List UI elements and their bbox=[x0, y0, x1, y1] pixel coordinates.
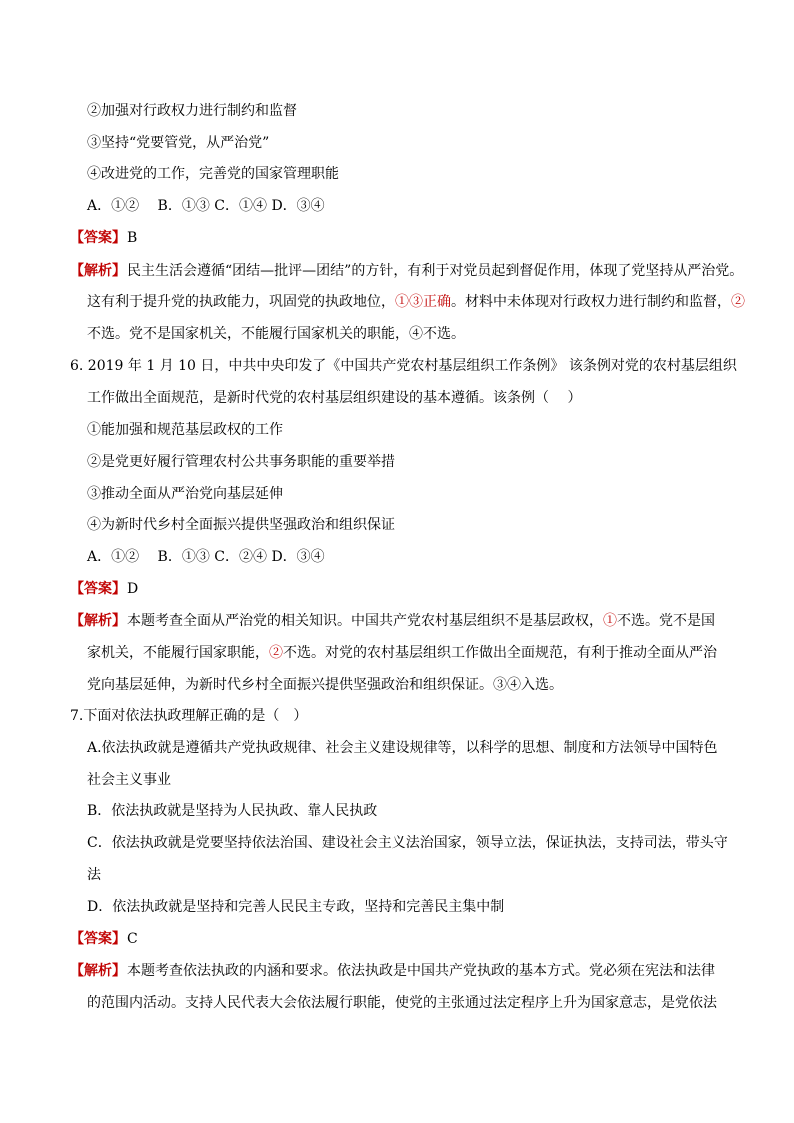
analysis-text: 不选。对党的农村基层组织工作做出全面规范，有利于推动全面从严治 bbox=[283, 645, 717, 661]
analysis-text: 这有利于提升党的执政能力，巩固党的执政地位， bbox=[87, 294, 395, 310]
q6-answer bbox=[70, 579, 138, 599]
analysis-text: 家机关，不能履行国家职能， bbox=[87, 645, 269, 661]
q7-answer bbox=[70, 929, 138, 949]
prev-analysis-line-2 bbox=[87, 292, 745, 312]
q6-option-1: ①能加强和规范基层政权的工作 bbox=[87, 422, 283, 438]
q6-stem-line-1: 6. 2019 年 1 月 10 日，中共中央印发了《中国共产党农村基层组织工作条例》 该条例对党的农村基层组织 bbox=[70, 358, 737, 374]
answer-label: 【答案】 bbox=[70, 931, 126, 947]
analysis-text: 民主生活会遵循“团结—批评—团结”的方针，有利于对党员起到督促作用，体现了党坚持从严治党。 bbox=[127, 263, 744, 279]
answer-value: B bbox=[127, 230, 138, 246]
analysis-text: 。材料中未体现对行政权力进行制约和监督， bbox=[451, 294, 731, 310]
analysis-text: 本题考查全面从严治党的相关知识。中国共产党农村基层组织不是基层政权， bbox=[127, 613, 603, 629]
analysis-highlight: ② bbox=[269, 645, 283, 661]
prev-choices: A．①② B．①③ C．①④ D．③④ bbox=[87, 198, 325, 214]
q7-option-a-line-2: 社会主义事业 bbox=[87, 772, 171, 788]
answer-label: 【答案】 bbox=[70, 230, 126, 246]
q7-option-c-line-1: C．依法执政就是党要坚持依法治国、建设社会主义法治国家，领导立法，保证执法，支持司法，带头守 bbox=[87, 835, 728, 851]
prev-option-2: ②加强对行政权力进行制约和监督 bbox=[87, 103, 297, 119]
analysis-highlight: ② bbox=[731, 294, 745, 310]
prev-option-4: ④改进党的工作，完善党的国家管理职能 bbox=[87, 166, 339, 182]
prev-answer bbox=[70, 228, 137, 248]
q6-choices: A．①② B．①③ C．②④ D．③④ bbox=[87, 549, 325, 565]
q6-analysis-line-1 bbox=[70, 611, 715, 631]
q7-option-d: D．依法执政就是坚持和完善人民民主专政，坚持和完善民主集中制 bbox=[87, 899, 505, 915]
analysis-highlight: ① bbox=[603, 613, 617, 629]
prev-option-3: ③坚持“党要管党，从严治党” bbox=[87, 135, 270, 151]
q6-analysis-line-3: 党向基层延伸，为新时代乡村全面振兴提供坚强政治和组织保证。③④入选。 bbox=[87, 677, 563, 693]
analysis-highlight: ①③正确 bbox=[395, 294, 451, 310]
prev-analysis-line-3: 不选。党不是国家机关，不能履行国家机关的职能，④不选。 bbox=[87, 326, 465, 342]
analysis-label: 【解析】 bbox=[70, 613, 126, 629]
q6-option-4: ④为新时代乡村全面振兴提供坚强政治和组织保证 bbox=[87, 517, 395, 533]
analysis-text: 不选。党不是国 bbox=[617, 613, 715, 629]
answer-value: D bbox=[127, 581, 139, 597]
q7-analysis-line-1 bbox=[70, 961, 715, 981]
q7-option-c-line-2: 法 bbox=[87, 867, 101, 883]
answer-label: 【答案】 bbox=[70, 581, 126, 597]
answer-value: C bbox=[127, 931, 138, 947]
q6-option-2: ②是党更好履行管理农村公共事务职能的重要举措 bbox=[87, 454, 395, 470]
q7-stem: 7.下面对依法执政理解正确的是（ ） bbox=[70, 708, 308, 724]
q7-option-a-line-1: A.依法执政就是遵循共产党执政规律、社会主义建设规律等，以科学的思想、制度和方法领导中国特色 bbox=[87, 740, 718, 756]
prev-analysis-line-1 bbox=[70, 261, 743, 281]
q6-stem-line-2: 工作做出全面规范，是新时代党的农村基层组织建设的基本遵循。该条例（ ） bbox=[87, 390, 582, 406]
q7-option-b: B．依法执政就是坚持为人民执政、靠人民执政 bbox=[87, 803, 378, 819]
analysis-text: 本题考查依法执政的内涵和要求。依法执政是中国共产党执政的基本方式。党必须在宪法和法律 bbox=[127, 963, 715, 979]
q6-analysis-line-2 bbox=[87, 643, 717, 663]
q7-analysis-line-2: 的范围内活动。支持人民代表大会依法履行职能，使党的主张通过法定程序上升为国家意志，是党依法 bbox=[87, 995, 717, 1011]
analysis-label: 【解析】 bbox=[70, 263, 126, 279]
analysis-label: 【解析】 bbox=[70, 963, 126, 979]
q6-option-3: ③推动全面从严治党向基层延伸 bbox=[87, 486, 283, 502]
